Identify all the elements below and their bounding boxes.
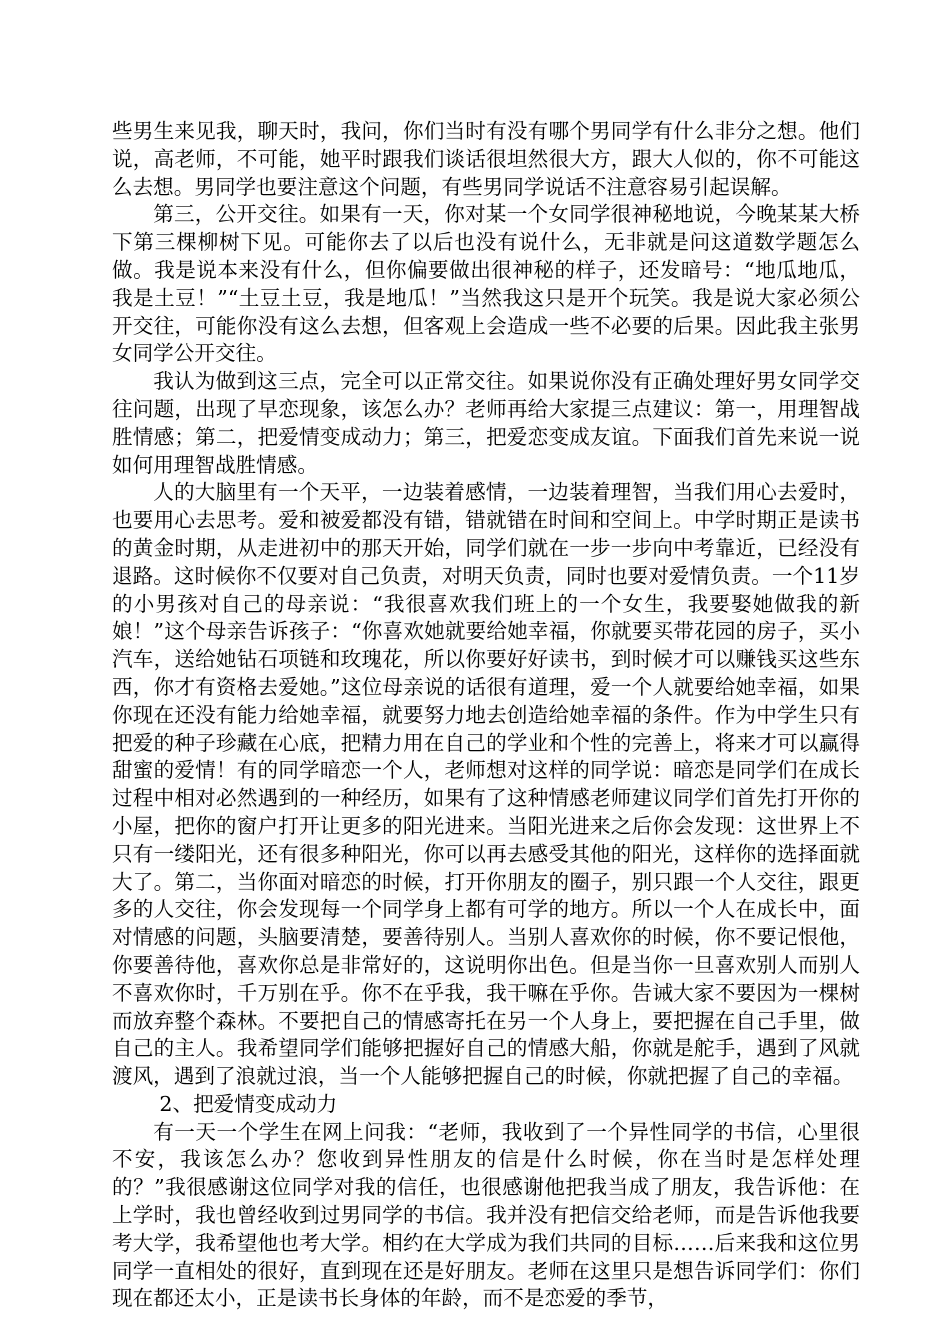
paragraph-continuation: 些男生来见我，聊天时，我问，你们当时有没有哪个男同学有什么非分之想。他们说，高老师，不可能，她平时跟我们谈话很坦然很大方，跟大人似的，你不可能这么去想。男同学也要注意这个问题，有些男同学说话不注意容易引起误解。 (112, 119, 860, 199)
section-heading: 2、把爱情变成动力 (159, 1091, 338, 1116)
paragraph-love-as-motivation: 有一天一个学生在网上问我：“老师，我收到了一个异性同学的书信，心里很不安，我该怎么办？您收到异性朋友的信是什么时候，你在当时是怎样处理的？”我很感谢这位同学对我的信任，也很感谢他把我当成了朋友，我告诉他：在上学时，我也曾经收到过男同学的书信。我并没有把信交给老师，而是告诉他我要考大学，我希望他也考大学。相约在大学成为我们共同的目标……后来我和这位男同学一直相处的很好，直到现在还是好朋友。老师在这里只是想告诉同学们：你们现在都还太小，正是读书长身体的年龄，而不是恋爱的季节， (112, 1119, 860, 1311)
paragraph-reason-over-emotion: 人的大脑里有一个天平，一边装着感情，一边装着理智，当我们用心去爱时，也要用心去思考。爱和被爱都没有错，错就错在时间和空间上。中学时期正是读书的黄金时期，从走进初中的那天开始，同学们就在一步一步向中考靠近，已经没有退路。这时候你不仅要对自己负责，对明天负责，同时也要对爱情负责。一个11岁的小男孩对自己的母亲说：“我很喜欢我们班上的一个女生，我要娶她做我的新娘！”这个母亲告诉孩子：“你喜欢她就要给她幸福，你就要买带花园的房子，买小汽车，送给她钻石项链和玫瑰花，所以你要好好读书，到时候才可以赚钱买这些东西，你才有资格去爱她。”这位母亲说的话很有道理，爱一个人就要给她幸福，如果你现在还没有能力给她幸福，就要努力地去创造给她幸福的条件。作为中学生只有把爱的种子珍藏在心底，把精力用在自己的学业和个性的完善上，将来才可以赢得甜蜜的爱情！有的同学暗恋一个人，老师想对这样的同学说：暗恋是同学们在成长过程中相对必然遇到的一种经历，如果有了这种情感老师建议同学们首先打开你的小屋，把你的窗户打开让更多的阳光进来。当阳光进来之后你会发现：这世界上不只有一缕阳光，还有很多种阳光，你可以再去感受其他的阳光，这样你的选择面就大了。第二，当你面对暗恋的时候，打开你朋友的圈子，别只跟一个人交往，跟更多的人交往，你会发现每一个同学身上都有可学的地方。所以一个人在成长中，面对情感的问题，头脑要清楚，要善待别人。当别人喜欢你的时候，你不要记恨他，你要善待他，喜欢你总是非常好的，这说明你出色。但是当你一旦喜欢别人而别人不喜欢你时，千万别在乎。你不在乎我，我干嘛在乎你。告诫大家不要因为一棵树而放弃整个森林。不要把自己的情感寄托在另一个人身上，要把握在自己手里，做自己的主人。我希望同学们能够把握好自己的情感大船，你就是舵手，遇到了风就渡风，遇到了浪就过浪，当一个人能够把握自己的时候，你就把握了自己的幸福。 (112, 480, 860, 1089)
paragraph-open-interaction: 第三，公开交往。如果有一天，你对某一个女同学很神秘地说，今晚某某大桥下第三棵柳树下见。可能你去了以后也没有说什么，无非就是问这道数学题怎么做。我是说本来没有什么，但你偏要做出很神秘的样子，还发暗号：“地瓜地瓜，我是土豆！”“土豆土豆，我是地瓜！”当然我这只是开个玩笑。我是说大家必须公开交往，可能你没有这么去想，但客观上会造成一些不必要的后果。因此我主张男女同学公开交往。 (112, 202, 860, 366)
paragraph-three-suggestions: 我认为做到这三点，完全可以正常交往。如果说你没有正确处理好男女同学交往问题，出现了早恋现象，该怎么办？老师再给大家提三点建议：第一，用理智战胜情感；第二，把爱情变成动力；第三，把爱恋变成友谊。下面我们首先来说一说如何用理智战胜情感。 (112, 369, 860, 477)
body-text (112, 118, 860, 1313)
